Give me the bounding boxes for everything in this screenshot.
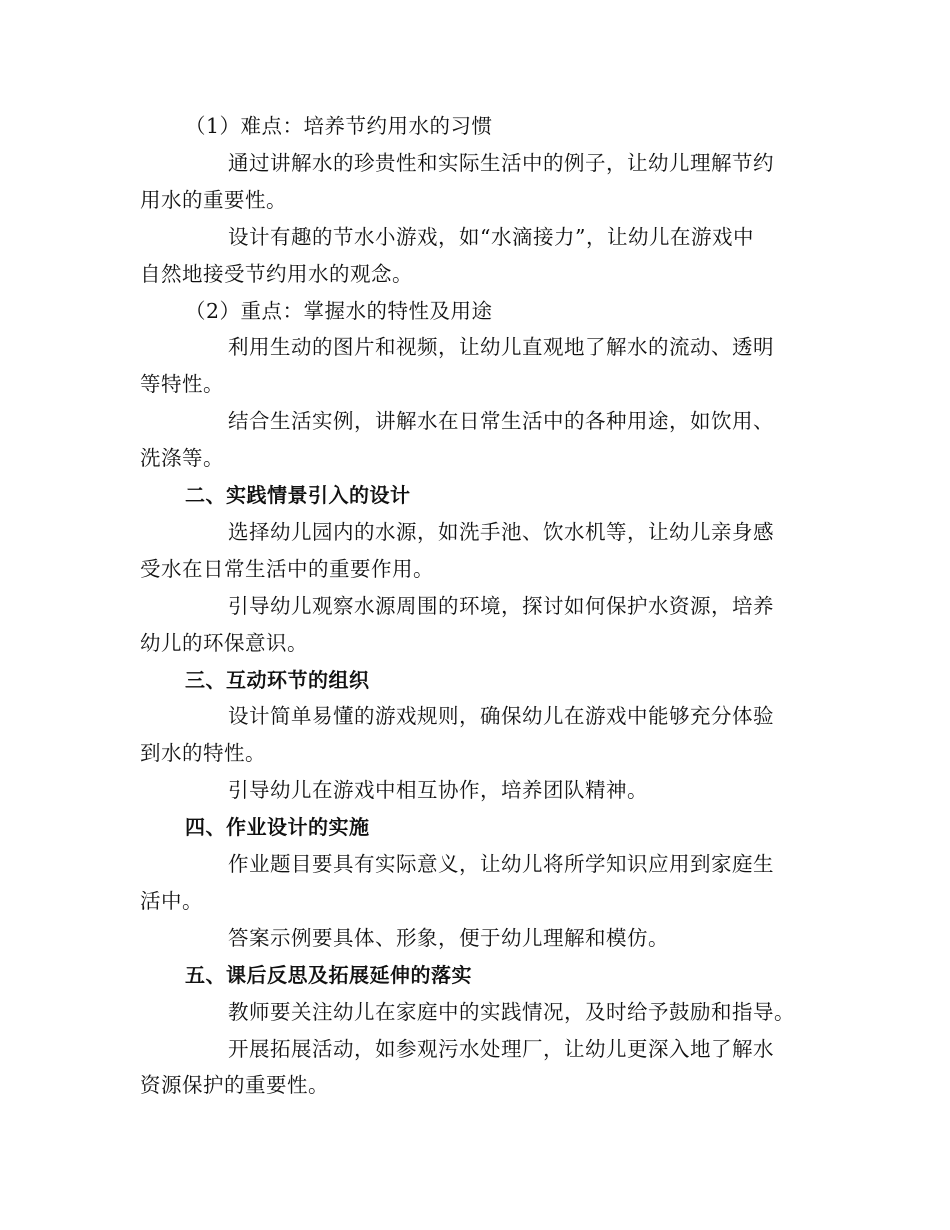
paragraph-line: 利用生动的图片和视频，让幼儿直观地了解水的流动、透明 xyxy=(228,335,774,359)
section-heading: 四、作业设计的实施 xyxy=(185,815,370,839)
paragraph-line: 开展拓展活动，如参观污水处理厂，让幼儿更深入地了解水 xyxy=(228,1037,774,1061)
paragraph-line: 用水的重要性。 xyxy=(140,188,287,212)
section-heading: 二、实践情景引入的设计 xyxy=(185,483,411,507)
section-heading: 三、互动环节的组织 xyxy=(185,668,370,692)
subsection-heading: （2）重点：掌握水的特性及用途 xyxy=(185,299,493,323)
paragraph-line: 等特性。 xyxy=(140,372,224,396)
paragraph-line: 结合生活实例，讲解水在日常生活中的各种用途，如饮用、 xyxy=(228,409,774,433)
paragraph-line: 洗涤等。 xyxy=(140,446,224,470)
paragraph-line: 幼儿的环保意识。 xyxy=(140,631,308,655)
section-heading: 五、课后反思及拓展延伸的落实 xyxy=(185,963,472,987)
subsection-heading: （1）难点：培养节约用水的习惯 xyxy=(185,114,493,138)
paragraph-line: 通过讲解水的珍贵性和实际生活中的例子，让幼儿理解节约 xyxy=(228,151,774,175)
paragraph-line: 选择幼儿园内的水源，如洗手池、饮水机等，让幼儿亲身感 xyxy=(228,520,774,544)
paragraph-line: 作业题目要具有实际意义，让幼儿将所学知识应用到家庭生 xyxy=(228,852,774,876)
paragraph-line: 自然地接受节约用水的观念。 xyxy=(140,262,413,286)
paragraph-line: 教师要关注幼儿在家庭中的实践情况，及时给予鼓励和指导。 xyxy=(228,1000,795,1024)
paragraph-line: 受水在日常生活中的重要作用。 xyxy=(140,557,434,581)
paragraph-line: 资源保护的重要性。 xyxy=(140,1073,329,1097)
paragraph-line: 答案示例要具体、形象，便于幼儿理解和模仿。 xyxy=(228,926,669,950)
paragraph-line: 设计有趣的节水小游戏，如“水滴接力”，让幼儿在游戏中 xyxy=(228,225,754,249)
paragraph-line: 引导幼儿在游戏中相互协作，培养团队精神。 xyxy=(228,778,648,802)
paragraph-line: 到水的特性。 xyxy=(140,741,266,765)
paragraph-line: 引导幼儿观察水源周围的环境，探讨如何保护水资源，培养 xyxy=(228,594,774,618)
paragraph-line: 设计简单易懂的游戏规则，确保幼儿在游戏中能够充分体验 xyxy=(228,704,774,728)
paragraph-line: 活中。 xyxy=(140,889,203,913)
